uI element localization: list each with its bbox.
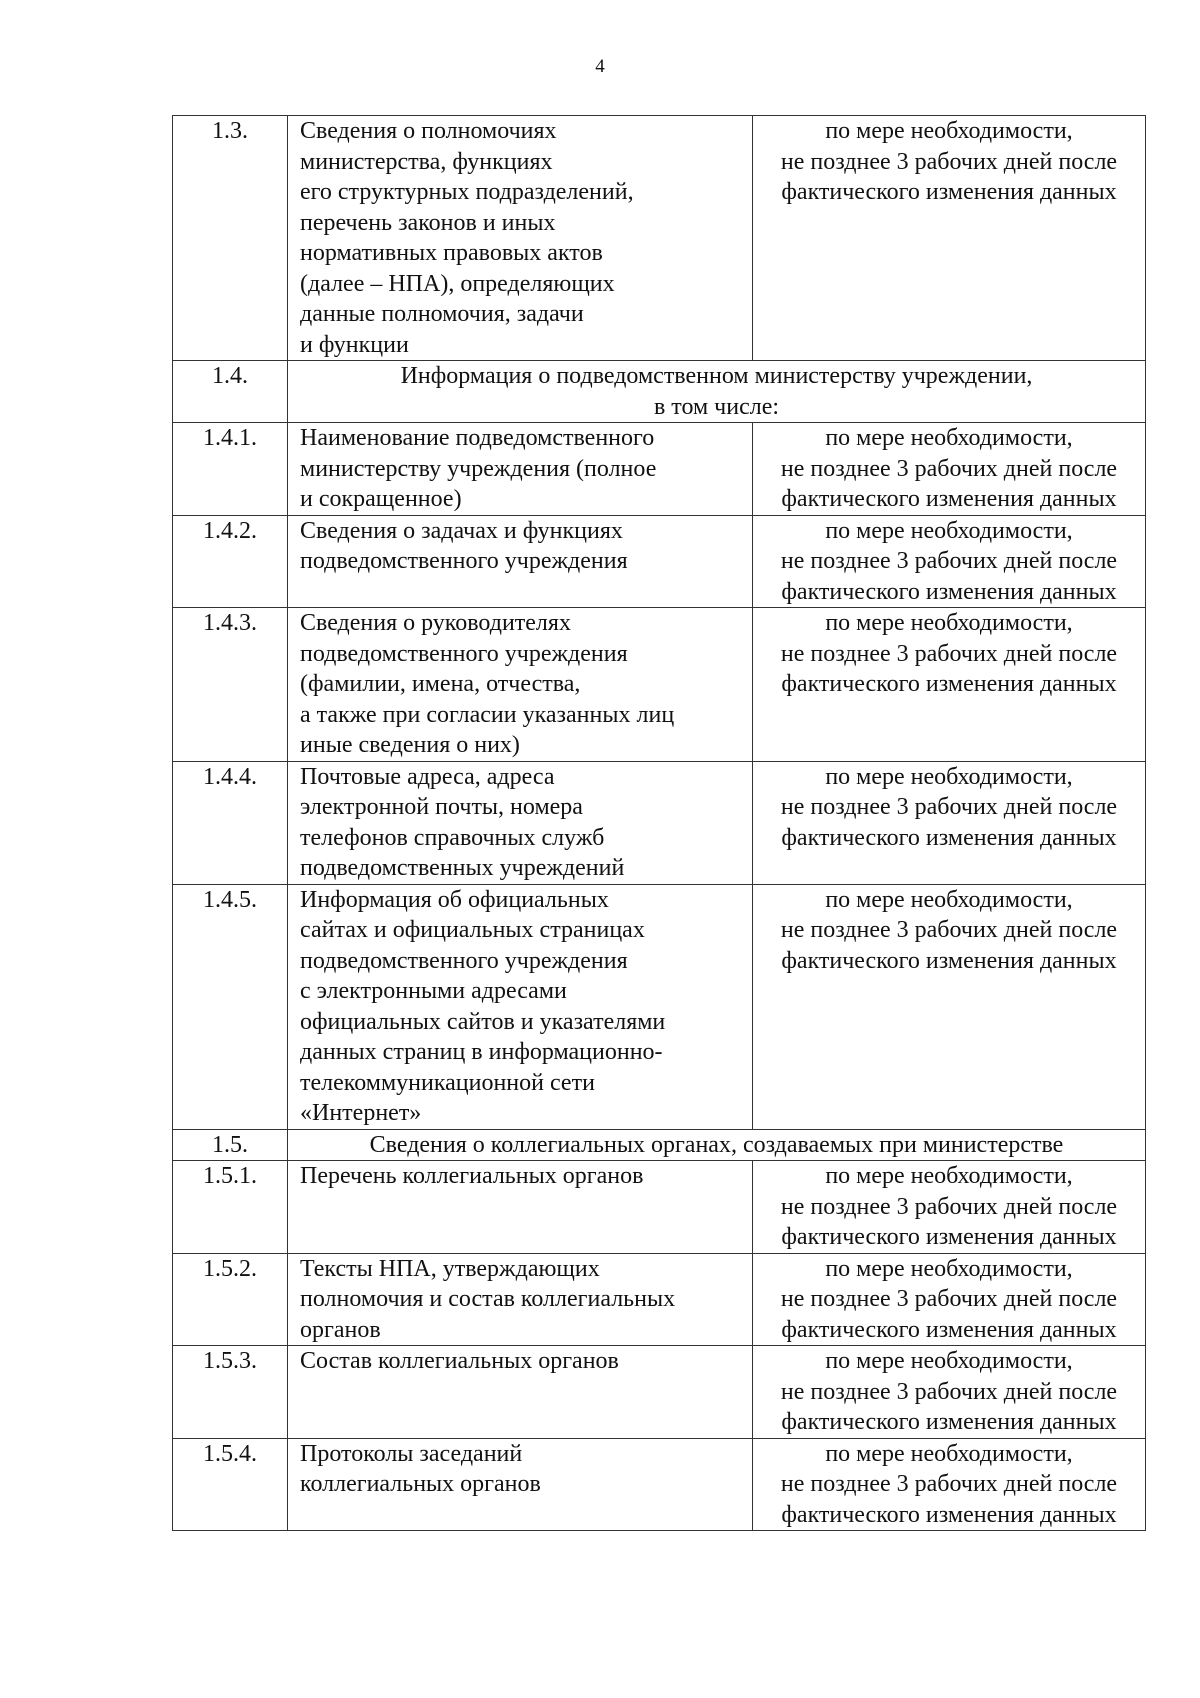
item-description: [288, 1346, 753, 1439]
item-description-line: подведомственного учреждения: [300, 640, 628, 667]
update-term: [753, 1346, 1146, 1439]
item-description-line: Сведения о полномочиях: [300, 118, 557, 144]
item-description-line: Информация об официальных: [300, 886, 609, 913]
update-term-line: по мере необходимости,: [825, 886, 1073, 913]
table-row: [173, 515, 1146, 608]
table-row: [173, 1253, 1146, 1346]
item-number: 1.4.4.: [173, 761, 288, 884]
update-term-line: по мере необходимости,: [825, 118, 1073, 144]
table-row: [173, 1438, 1146, 1531]
update-term-line: фактического изменения данных: [781, 824, 1117, 851]
table-row: [173, 361, 1146, 423]
update-term-line: по мере необходимости,: [825, 517, 1073, 544]
item-description-line: коллегиальных органов: [300, 1471, 541, 1497]
item-description-line: Наименование подведомственного: [300, 425, 655, 451]
table-row: [173, 761, 1146, 884]
update-term-line: не позднее 3 рабочих дней после: [780, 794, 1118, 820]
update-term: [753, 761, 1146, 884]
item-description-line: нормативных правовых актов: [300, 240, 603, 266]
item-number: 1.5.4.: [173, 1438, 288, 1531]
update-term-line: по мере необходимости,: [825, 1255, 1073, 1282]
update-term: [753, 884, 1146, 1129]
update-term-line: по мере необходимости,: [825, 610, 1073, 636]
update-term-line: фактического изменения данных: [781, 179, 1117, 205]
update-term-line: по мере необходимости,: [825, 763, 1073, 790]
update-term-line: фактического изменения данных: [781, 1316, 1117, 1343]
update-term-line: фактического изменения данных: [781, 486, 1117, 512]
update-term-line: по мере необходимости,: [825, 1348, 1073, 1374]
item-description-line: полномочия и состав коллегиальных: [300, 1286, 676, 1312]
item-description-line: иные сведения о них): [300, 732, 520, 758]
item-number: 1.4.3.: [173, 608, 288, 762]
item-description: [288, 1438, 753, 1531]
item-description-line: Тексты НПА, утверждающих: [300, 1255, 600, 1282]
item-description: [288, 608, 753, 762]
item-description: [288, 884, 753, 1129]
item-number: 1.4.2.: [173, 515, 288, 608]
item-description: [288, 515, 753, 608]
item-number: 1.3.: [173, 116, 288, 361]
update-term-line: не позднее 3 рабочих дней после: [780, 917, 1118, 943]
update-term-line: не позднее 3 рабочих дней после: [780, 148, 1118, 175]
section-heading-line: Сведения о коллегиальных органах, создаваемых при министерстве: [369, 1131, 1064, 1158]
section-heading-line: Информация о подведомственном министерству учреждении,: [400, 363, 1033, 389]
table-body: [173, 116, 1146, 1531]
update-term-line: фактического изменения данных: [781, 671, 1117, 697]
item-description-line: данных страниц в информационно-: [300, 1039, 663, 1065]
update-term-line: по мере необходимости,: [825, 1440, 1073, 1467]
item-number: 1.4.5.: [173, 884, 288, 1129]
item-number: 1.4.1.: [173, 423, 288, 516]
item-description: [288, 423, 753, 516]
table-row: [173, 608, 1146, 762]
table-row: [173, 1346, 1146, 1439]
update-term-line: не позднее 3 рабочих дней после: [780, 1378, 1118, 1405]
item-description-line: Сведения о руководителях: [300, 610, 571, 636]
page-number: 4: [595, 56, 605, 77]
item-description-line: и функции: [300, 331, 409, 358]
update-term-line: фактического изменения данных: [781, 1224, 1117, 1250]
update-term: [753, 608, 1146, 762]
update-term-line: по мере необходимости,: [825, 425, 1073, 451]
item-description-line: «Интернет»: [300, 1100, 422, 1126]
item-description-line: перечень законов и иных: [300, 209, 556, 236]
item-description-line: данные полномочия, задачи: [300, 301, 584, 327]
update-term-line: не позднее 3 рабочих дней после: [780, 548, 1118, 574]
item-number: 1.5.1.: [173, 1161, 288, 1254]
update-term: [753, 1161, 1146, 1254]
item-description-line: и сокращенное): [300, 486, 462, 512]
item-description-line: сайтах и официальных страницах: [300, 917, 645, 943]
item-description-line: (далее – НПА), определяющих: [300, 270, 615, 297]
item-description-line: подведомственных учреждений: [300, 855, 625, 881]
update-term-line: фактического изменения данных: [781, 1409, 1117, 1435]
item-number: 1.5.3.: [173, 1346, 288, 1439]
section-heading: [288, 1129, 1146, 1161]
table-row: [173, 1161, 1146, 1254]
item-description: [288, 761, 753, 884]
table-row: [173, 423, 1146, 516]
update-term-line: не позднее 3 рабочих дней после: [780, 1471, 1118, 1497]
update-term-line: не позднее 3 рабочих дней после: [780, 1286, 1118, 1312]
item-description-line: его структурных подразделений,: [300, 179, 634, 205]
update-term-line: по мере необходимости,: [825, 1163, 1073, 1189]
item-description-line: подведомственного учреждения: [300, 947, 628, 974]
update-term-line: не позднее 3 рабочих дней после: [780, 640, 1118, 667]
item-description-line: официальных сайтов и указателями: [300, 1008, 666, 1035]
update-term: [753, 1253, 1146, 1346]
item-description-line: (фамилии, имена, отчества,: [300, 671, 581, 697]
update-term: [753, 1438, 1146, 1531]
update-term: [753, 116, 1146, 361]
item-description: [288, 1253, 753, 1346]
item-description: [288, 1161, 753, 1254]
item-description-line: с электронными адресами: [300, 978, 567, 1004]
item-number: 1.4.: [173, 361, 288, 423]
item-description-line: электронной почты, номера: [300, 794, 583, 820]
update-term-line: фактического изменения данных: [781, 947, 1117, 974]
requirements-table: [172, 115, 1146, 1531]
item-description-line: телефонов справочных служб: [300, 824, 605, 851]
item-description-line: Состав коллегиальных органов: [300, 1348, 619, 1374]
update-term: [753, 423, 1146, 516]
item-description-line: министерства, функциях: [300, 148, 553, 175]
section-heading: [288, 361, 1146, 423]
item-number: 1.5.: [173, 1129, 288, 1161]
item-description-line: а также при согласии указанных лиц: [300, 701, 675, 728]
update-term-line: фактического изменения данных: [781, 1501, 1117, 1528]
update-term-line: не позднее 3 рабочих дней после: [780, 455, 1118, 482]
section-heading-line: в том числе:: [653, 393, 780, 420]
item-number: 1.5.2.: [173, 1253, 288, 1346]
item-description-line: телекоммуникационной сети: [300, 1069, 595, 1096]
table-row: [173, 1129, 1146, 1161]
item-description-line: Перечень коллегиальных органов: [300, 1163, 644, 1189]
item-description-line: министерству учреждения (полное: [300, 455, 657, 482]
update-term-line: фактического изменения данных: [781, 578, 1117, 605]
update-term: [753, 515, 1146, 608]
table-row: [173, 116, 1146, 361]
update-term-line: не позднее 3 рабочих дней после: [780, 1193, 1118, 1220]
item-description-line: Сведения о задачах и функциях: [300, 517, 623, 544]
item-description-line: Почтовые адреса, адреса: [300, 763, 555, 790]
item-description-line: органов: [300, 1316, 381, 1343]
item-description-line: Протоколы заседаний: [300, 1440, 523, 1467]
table-row: [173, 884, 1146, 1129]
item-description: [288, 116, 753, 361]
item-description-line: подведомственного учреждения: [300, 548, 628, 574]
